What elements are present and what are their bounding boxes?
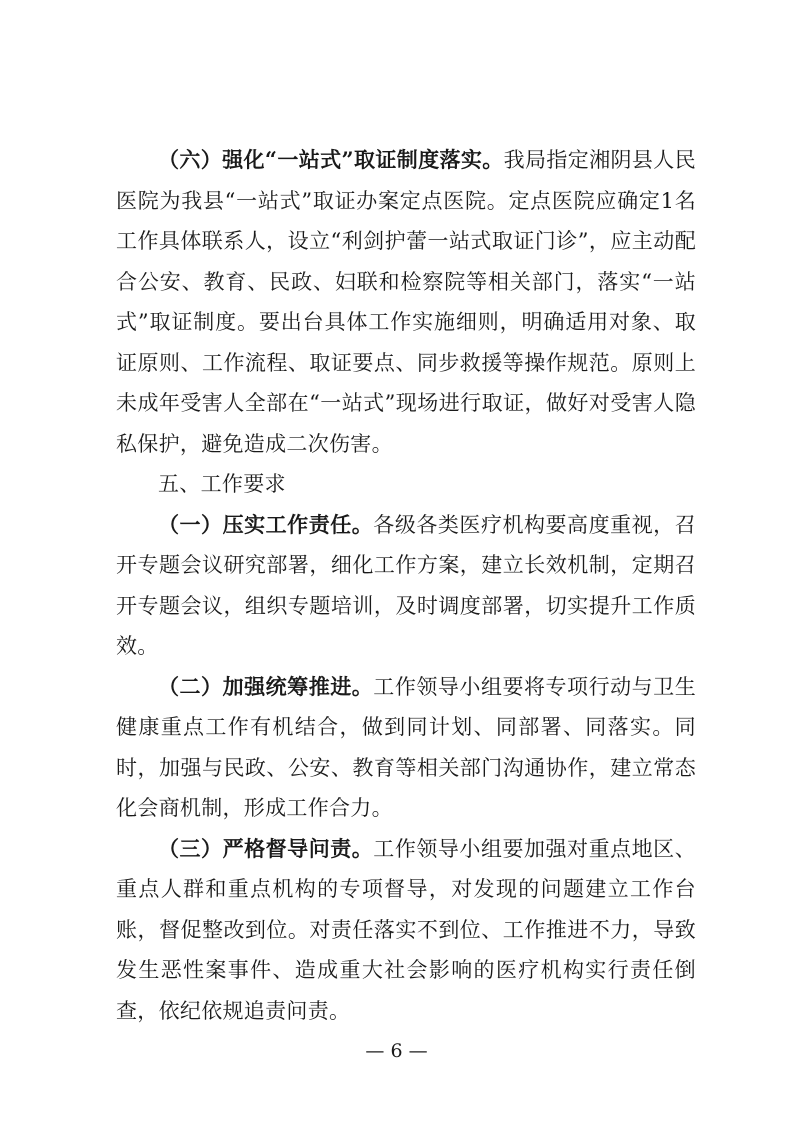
item-six-body: 我局指定湘阴县人民医院为我县“一站式”取证办案定点医院。定点医院应确定1名工作具体联系人，设立“利剑护蕾一站式取证门诊”，应主动配合公安、教育、民政、妇联和检察院等相关部门，落实“一站式”取证制度。要出台具体工作实施细则，明确适用对象、取证原则、工作流程、取证要点、同步救援等操作规范。原则上未成年受害人全部在“一站式”现场进行取证，做好对受害人隐私保护，避免造成二次伤害。 <box>116 148 696 456</box>
paragraph-item-six <box>116 140 696 464</box>
item-one-body: 各级各类医疗机构要高度重视，召开专题会议研究部署，细化工作方案，建立长效机制，定期召开专题会议，组织专题培训，及时调度部署，切实提升工作质效。 <box>116 512 697 658</box>
item-two-title: （二）加强统筹推进。 <box>158 673 374 699</box>
document-body <box>116 140 696 1031</box>
item-three-title: （三）严格督导问责。 <box>158 835 374 861</box>
item-six-title: （六）强化“一站式”取证制度落实。 <box>158 147 504 172</box>
paragraph-item-two <box>116 667 696 829</box>
paragraph-item-one <box>116 505 696 667</box>
paragraph-item-three <box>116 829 696 1032</box>
item-three-body: 工作领导小组要加强对重点地区、重点人群和重点机构的专项督导，对发现的问题建立工作台账，督促整改到位。对责任落实不到位、工作推进不力，导致发生恶性案事件、造成重大社会影响的医疗机构实行责任倒查，依纪依规追责问责。 <box>116 836 697 1023</box>
page-number: — 6 — <box>365 1040 428 1062</box>
item-one-title: （一）压实工作责任。 <box>158 511 374 537</box>
item-two-body: 工作领导小组要将专项行动与卫生健康重点工作有机结合，做到同计划、同部署、同落实。同时，加强与民政、公安、教育等相关部门沟通协作，建立常态化会商机制，形成工作合力。 <box>116 674 697 820</box>
section-five-heading: 五、工作要求 <box>158 472 286 496</box>
